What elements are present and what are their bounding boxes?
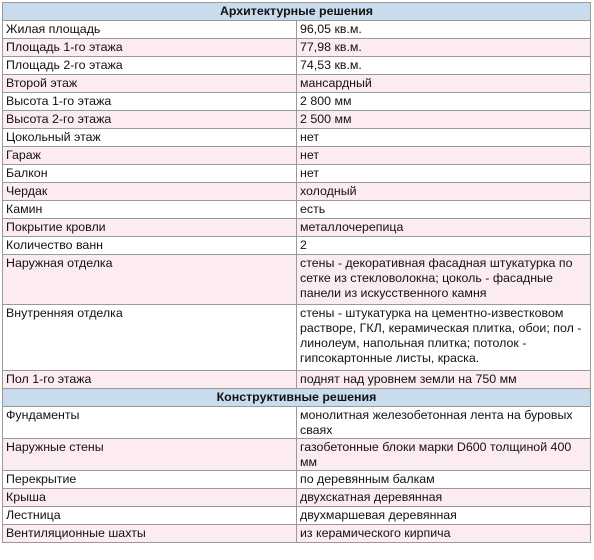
row-value: 2 500 мм [297, 111, 591, 129]
table-row [3, 471, 591, 489]
row-value: 77,98 кв.м. [297, 39, 591, 57]
row-value: холодный [297, 183, 591, 201]
table-row [3, 93, 591, 111]
row-label: Чердак [3, 183, 297, 201]
row-label: Покрытие кровли [3, 219, 297, 237]
row-label: Наружная отделка [3, 255, 297, 305]
row-value: двухмаршевая деревянная [297, 507, 591, 525]
row-label: Камин [3, 201, 297, 219]
row-label: Перекрытие [3, 471, 297, 489]
table-row [3, 111, 591, 129]
table-row [3, 201, 591, 219]
row-label: Площадь 2-го этажа [3, 57, 297, 75]
row-value: монолитная железобетонная лента на буровых сваях [297, 407, 591, 439]
table-row [3, 507, 591, 525]
section-title: Конструктивные решения [3, 389, 591, 407]
table-row [3, 407, 591, 439]
row-label: Второй этаж [3, 75, 297, 93]
row-value: газобетонные блоки марки D600 толщиной 400 мм [297, 439, 591, 471]
row-value: нет [297, 147, 591, 165]
row-label: Вентиляционные шахты [3, 525, 297, 543]
row-label: Жилая площадь [3, 21, 297, 39]
row-label: Количество ванн [3, 237, 297, 255]
row-value: мансардный [297, 75, 591, 93]
row-value: нет [297, 129, 591, 147]
row-value: по деревянным балкам [297, 471, 591, 489]
table-row [3, 39, 591, 57]
row-value: поднят над уровнем земли на 750 мм [297, 371, 591, 389]
section-header-architecture [3, 3, 591, 21]
table-row [3, 305, 591, 371]
table-row [3, 75, 591, 93]
row-label: Фундаменты [3, 407, 297, 439]
table-row [3, 183, 591, 201]
row-label: Гараж [3, 147, 297, 165]
row-label: Цокольный этаж [3, 129, 297, 147]
table-row [3, 237, 591, 255]
table-row [3, 57, 591, 75]
table-row [3, 371, 591, 389]
row-value: двухскатная деревянная [297, 489, 591, 507]
row-label: Лестница [3, 507, 297, 525]
row-label: Высота 2-го этажа [3, 111, 297, 129]
row-value: 2 800 мм [297, 93, 591, 111]
row-label: Наружные стены [3, 439, 297, 471]
table-row [3, 489, 591, 507]
specifications-table [2, 2, 591, 543]
section-title: Архитектурные решения [3, 3, 591, 21]
row-label: Высота 1-го этажа [3, 93, 297, 111]
table-row [3, 525, 591, 543]
row-value: 96,05 кв.м. [297, 21, 591, 39]
table-row [3, 147, 591, 165]
row-value: из керамического кирпича [297, 525, 591, 543]
table-row [3, 439, 591, 471]
row-value: металлочерепица [297, 219, 591, 237]
table-row [3, 255, 591, 305]
table-row [3, 21, 591, 39]
row-label: Крыша [3, 489, 297, 507]
row-value: 2 [297, 237, 591, 255]
table-row [3, 165, 591, 183]
row-value: 74,53 кв.м. [297, 57, 591, 75]
row-label: Внутренняя отделка [3, 305, 297, 371]
row-value: стены - штукатурка на цементно-известковом растворе, ГКЛ, керамическая плитка, обои; пол - линолеум, напольная плитка; потолок - гипсокартонные листы, краска. [297, 305, 591, 371]
row-value: стены - декоративная фасадная штукатурка по сетке из стекловолокна; цоколь - фасадные панели из искусственного камня [297, 255, 591, 305]
row-label: Пол 1-го этажа [3, 371, 297, 389]
row-value: есть [297, 201, 591, 219]
row-label: Балкон [3, 165, 297, 183]
table-row [3, 129, 591, 147]
table-row [3, 219, 591, 237]
row-value: нет [297, 165, 591, 183]
row-label: Площадь 1-го этажа [3, 39, 297, 57]
section-header-construction [3, 389, 591, 407]
